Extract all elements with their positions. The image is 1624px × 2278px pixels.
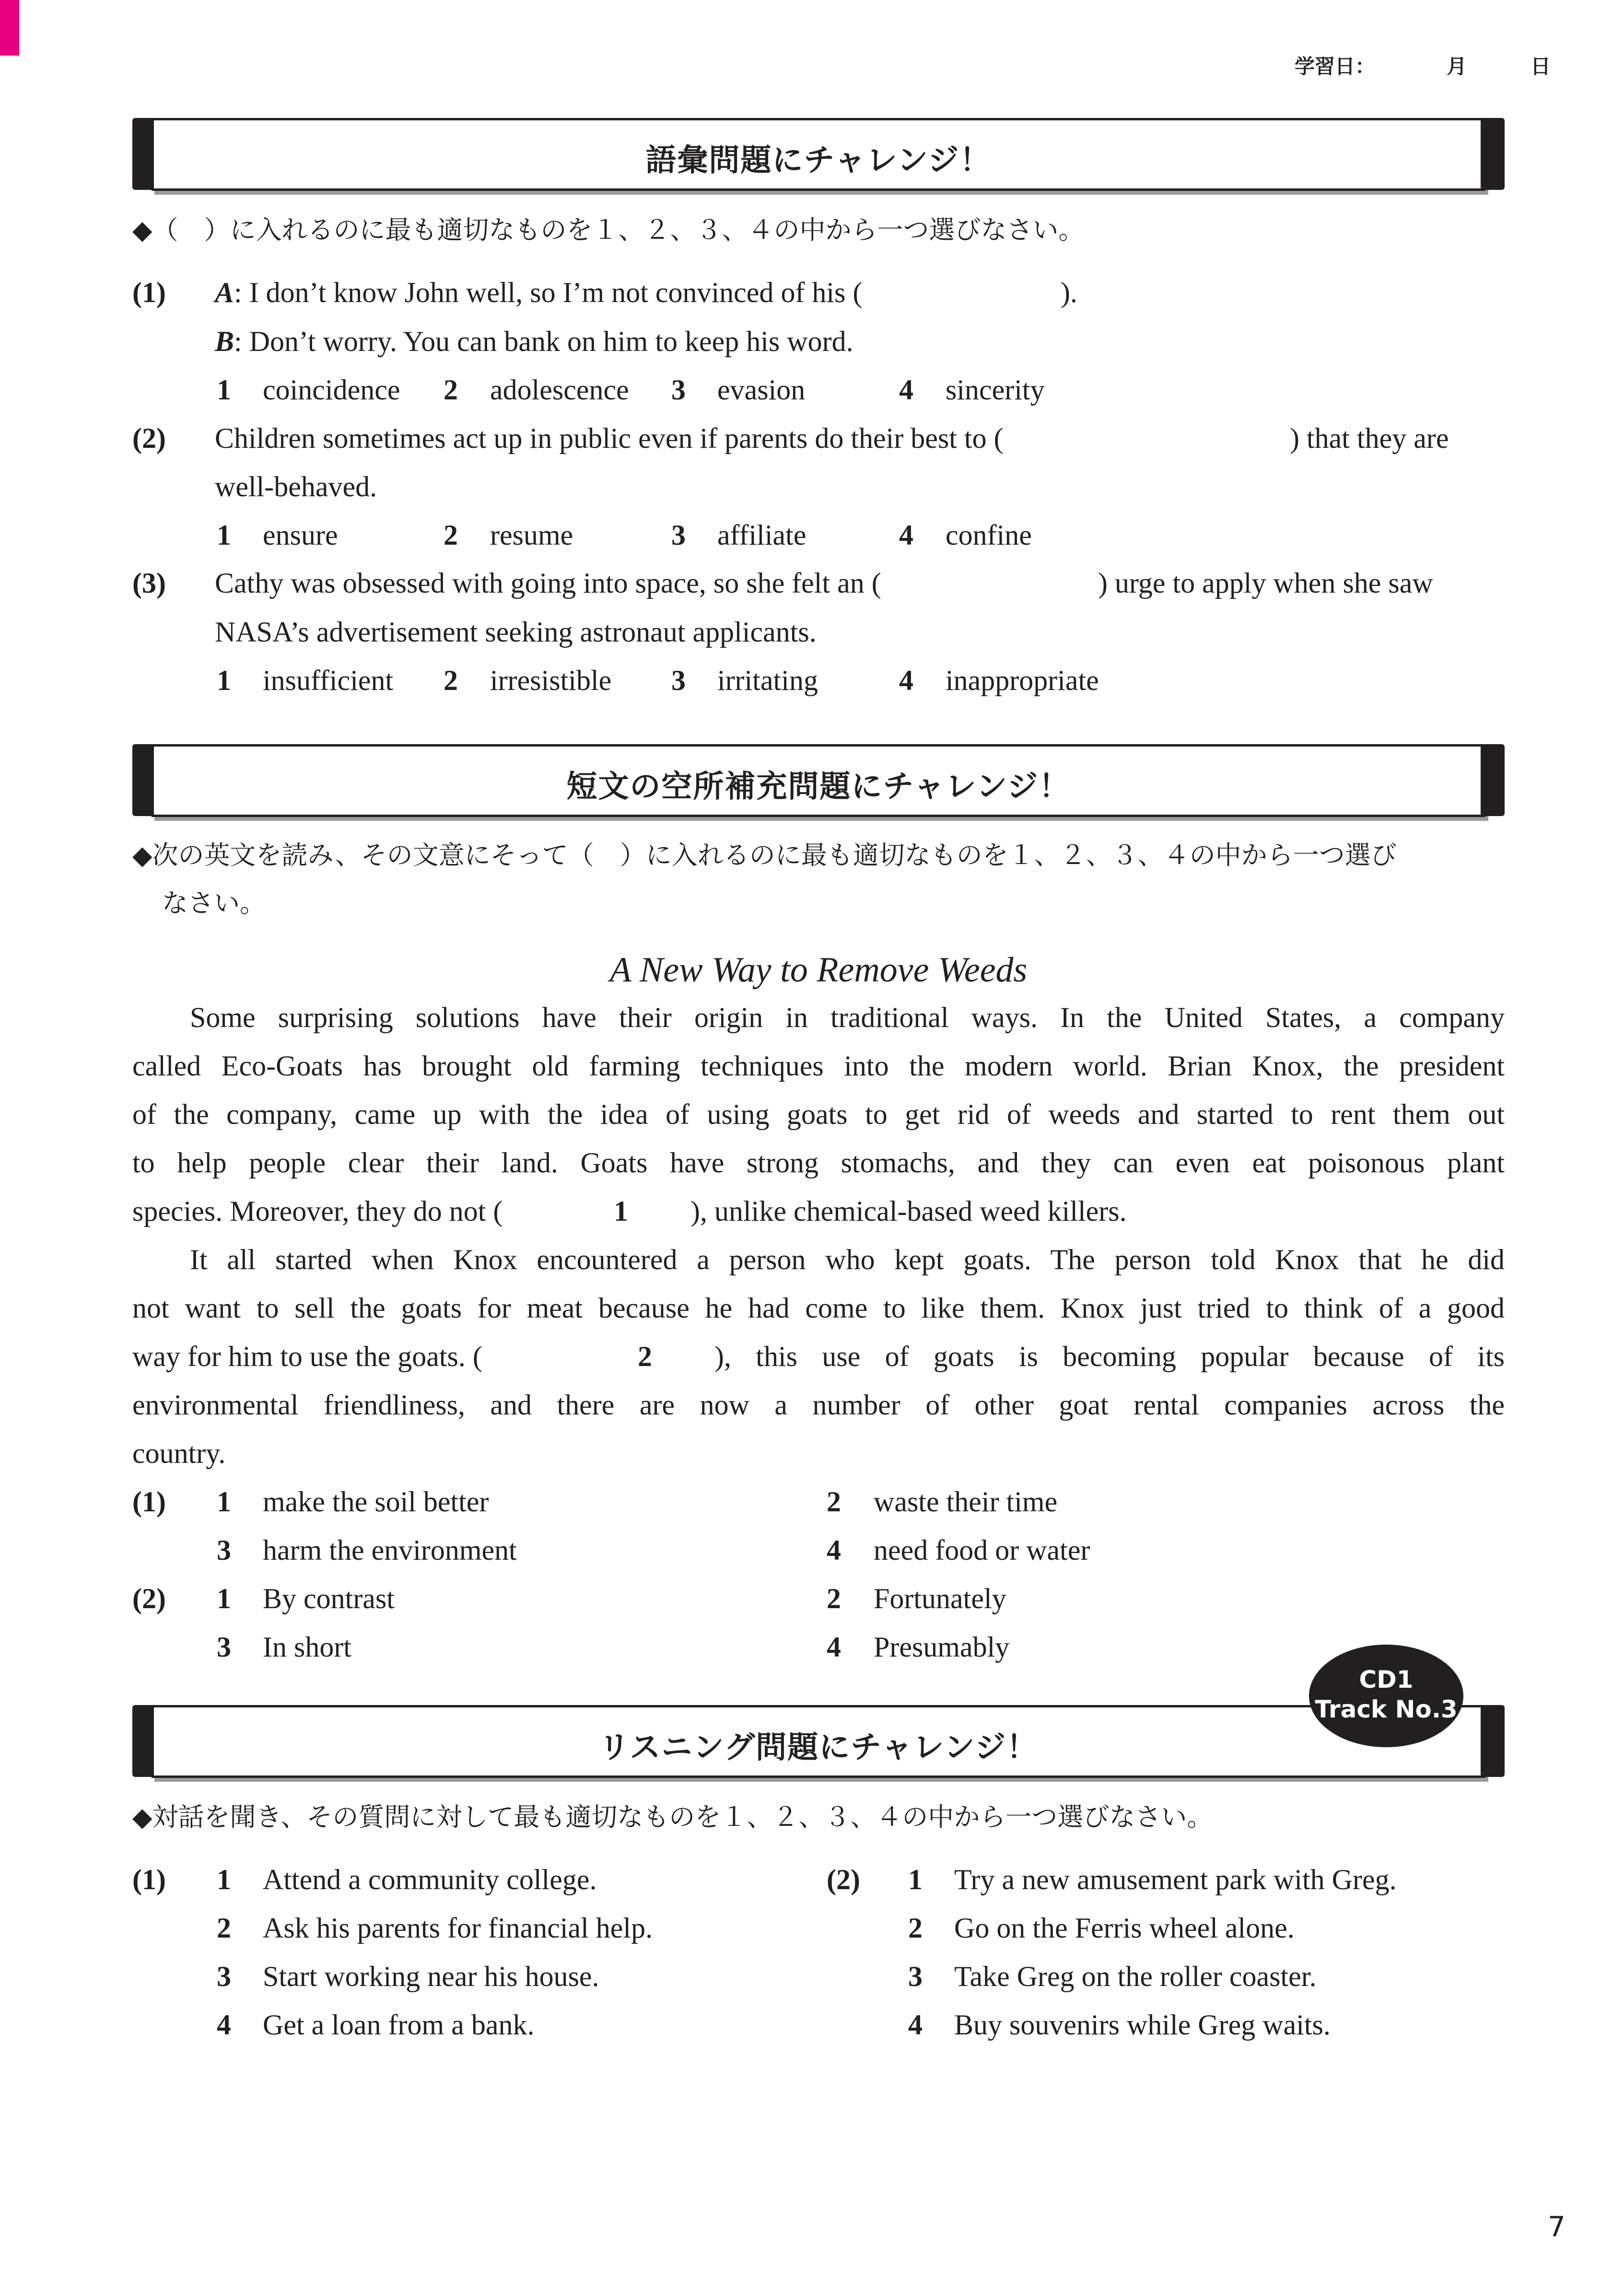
option-number: 3	[217, 1961, 231, 1992]
banner-bar-right	[1481, 1705, 1505, 1777]
option-text: make the soil better	[263, 1486, 489, 1518]
section3-instruction: ◆対話を聞き、その質問に対して最も適切なものを１、２、３、４の中から一つ選びなさい。	[132, 1802, 1213, 1832]
option-text: ensure	[263, 519, 338, 551]
question-number: (1)	[132, 277, 166, 308]
option-number: 3	[671, 519, 686, 551]
banner-bar-right	[1481, 744, 1505, 816]
passage-line: called Eco-Goats has brought old farming techniques into the modern world. Brian Knox, the president	[132, 1050, 1505, 1082]
option-text: irritating	[717, 665, 818, 696]
option-text: confine	[946, 519, 1032, 551]
section1-instruction: ◆（ ）に入れるのに最も適切なものを１、２、３、４の中から一つ選びなさい。	[132, 215, 1085, 245]
option-number: 3	[671, 665, 686, 696]
option-text: In short	[263, 1631, 351, 1663]
option-text: By contrast	[263, 1583, 395, 1614]
option-number: 1	[908, 1864, 923, 1895]
cd-label: CD1	[1359, 1666, 1414, 1694]
section3-banner	[132, 1705, 1505, 1777]
option-number: 1	[217, 1583, 231, 1614]
study-date-label: 学習日：	[1295, 55, 1376, 78]
option-text: evasion	[717, 374, 806, 406]
option-text: Presumably	[874, 1631, 1010, 1663]
section2-instruction-line2: なさい。	[162, 888, 266, 918]
option-number: 2	[444, 519, 458, 551]
option-number: 4	[899, 665, 913, 696]
option-number: 3	[217, 1631, 231, 1663]
option-number: 4	[217, 2009, 231, 2041]
passage-line: of the company, came up with the idea of using goats to get rid of weeds and started to rent them out	[132, 1098, 1505, 1130]
option-number: 2	[444, 665, 458, 696]
option-text: Take Greg on the roller coaster.	[954, 1961, 1317, 1992]
question-text: well-behaved.	[215, 471, 377, 502]
option-text: resume	[490, 519, 573, 551]
option-number: 1	[217, 1864, 231, 1895]
passage-line: to help people clear their land. Goats have strong stomachs, and they can even eat poisonous plant	[132, 1147, 1505, 1179]
passage-line: country.	[132, 1437, 226, 1469]
blank-number: 2	[638, 1341, 652, 1372]
option-number: 4	[899, 374, 913, 406]
dialogue-line-b	[215, 317, 853, 365]
section1-banner	[132, 118, 1505, 190]
option-number: 3	[908, 1961, 923, 1992]
option-number: 2	[827, 1486, 841, 1518]
question-text: NASA’s advertisement seeking astronaut applicants.	[215, 616, 817, 648]
option-text: Fortunately	[874, 1583, 1006, 1614]
option-text: Start working near his house.	[263, 1961, 599, 1992]
option-number: 1	[217, 519, 231, 551]
dialogue-a-text: : I don’t know John well, so I’m not convinced of his (	[234, 277, 863, 308]
study-date	[1295, 51, 1563, 80]
cd-track-badge	[1309, 1645, 1463, 1747]
section2-title: 短文の空所補充問題にチャレンジ！	[566, 769, 1071, 805]
option-text: sincerity	[946, 374, 1045, 406]
question-text: ) that they are	[1290, 422, 1449, 454]
question-number: (2)	[132, 1583, 166, 1614]
section1-title: 語彙問題にチャレンジ！	[645, 143, 992, 178]
passage-line: species. Moreover, they do not (	[132, 1195, 503, 1227]
option-text: harm the environment	[263, 1534, 517, 1566]
option-number: 3	[671, 374, 686, 406]
question-number: (1)	[132, 1486, 166, 1518]
option-text: Ask his parents for financial help.	[263, 1912, 653, 1944]
question-text: ) urge to apply when she saw	[1098, 567, 1433, 599]
speaker-a: A	[215, 277, 234, 308]
option-text: waste their time	[874, 1486, 1058, 1518]
passage-line: not want to sell the goats for meat because he had come to like them. Knox just tried to think of a good	[132, 1292, 1505, 1324]
banner-box	[152, 1705, 1485, 1778]
option-number: 2	[827, 1583, 841, 1614]
section3-title: リスニング問題にチャレンジ！	[598, 1730, 1039, 1765]
section2-banner	[132, 744, 1505, 816]
option-text: Get a loan from a bank.	[263, 2009, 535, 2041]
option-number: 2	[908, 1912, 923, 1944]
option-number: 4	[827, 1534, 841, 1566]
pink-corner-mark	[0, 0, 19, 56]
option-number: 1	[217, 665, 231, 696]
question-text: Cathy was obsessed with going into space, so she felt an (	[215, 567, 881, 599]
banner-box	[152, 118, 1485, 191]
option-number: 4	[899, 519, 913, 551]
option-text: insufficient	[263, 665, 394, 696]
option-number: 4	[827, 1631, 841, 1663]
question-number: (1)	[132, 1864, 166, 1895]
option-text: coincidence	[263, 374, 400, 406]
option-text: adolescence	[490, 374, 629, 406]
section2-instruction-line1: ◆次の英文を読み、その文意にそって（ ）に入れるのに最も適切なものを１、２、３、４の中から一つ選び	[132, 840, 1397, 870]
passage-line: way for him to use the goats. (	[132, 1341, 482, 1372]
option-text: Buy souvenirs while Greg waits.	[954, 2009, 1331, 2041]
passage-line: Some surprising solutions have their origin in traditional ways. In the United States, a company	[190, 1002, 1505, 1033]
banner-box	[152, 744, 1485, 817]
question-number: (3)	[132, 567, 166, 599]
question-number: (2)	[132, 422, 166, 454]
blank-close: ).	[1061, 277, 1077, 308]
dialogue-line-a	[215, 269, 862, 316]
option-number: 4	[908, 2009, 923, 2041]
option-text: inappropriate	[946, 665, 1099, 696]
option-number: 1	[217, 374, 231, 406]
option-number: 3	[217, 1534, 231, 1566]
passage-line: It all started when Knox encountered a person who kept goats. The person told Knox that he did	[190, 1244, 1505, 1275]
option-text: need food or water	[874, 1534, 1090, 1566]
option-text: affiliate	[717, 519, 806, 551]
banner-bar-right	[1481, 118, 1505, 190]
passage-line: ), unlike chemical-based weed killers.	[690, 1195, 1127, 1227]
study-date-day: 日	[1531, 55, 1551, 78]
option-number: 2	[217, 1912, 231, 1944]
passage-title: A New Way to Remove Weeds	[609, 950, 1028, 990]
passage-line: environmental friendliness, and there are now a number of other goat rental companies across the	[132, 1389, 1505, 1421]
track-label: Track No.3	[1315, 1695, 1458, 1723]
option-text: Attend a community college.	[263, 1864, 597, 1895]
question-text: Children sometimes act up in public even if parents do their best to (	[215, 422, 1004, 454]
option-text: irresistible	[490, 665, 612, 696]
passage-line: ), this use of goats is becoming popular because of its	[714, 1341, 1505, 1372]
blank-number: 1	[614, 1195, 628, 1227]
option-text: Go on the Ferris wheel alone.	[954, 1912, 1295, 1944]
dialogue-b-text: : Don’t worry. You can bank on him to keep his word.	[234, 326, 853, 357]
study-date-month: 月	[1447, 55, 1467, 78]
page-number: 7	[1548, 2210, 1566, 2243]
speaker-b: B	[215, 326, 234, 357]
option-number: 1	[217, 1486, 231, 1518]
question-number: (2)	[827, 1864, 860, 1895]
option-text: Try a new amusement park with Greg.	[954, 1864, 1397, 1895]
option-number: 2	[444, 374, 458, 406]
